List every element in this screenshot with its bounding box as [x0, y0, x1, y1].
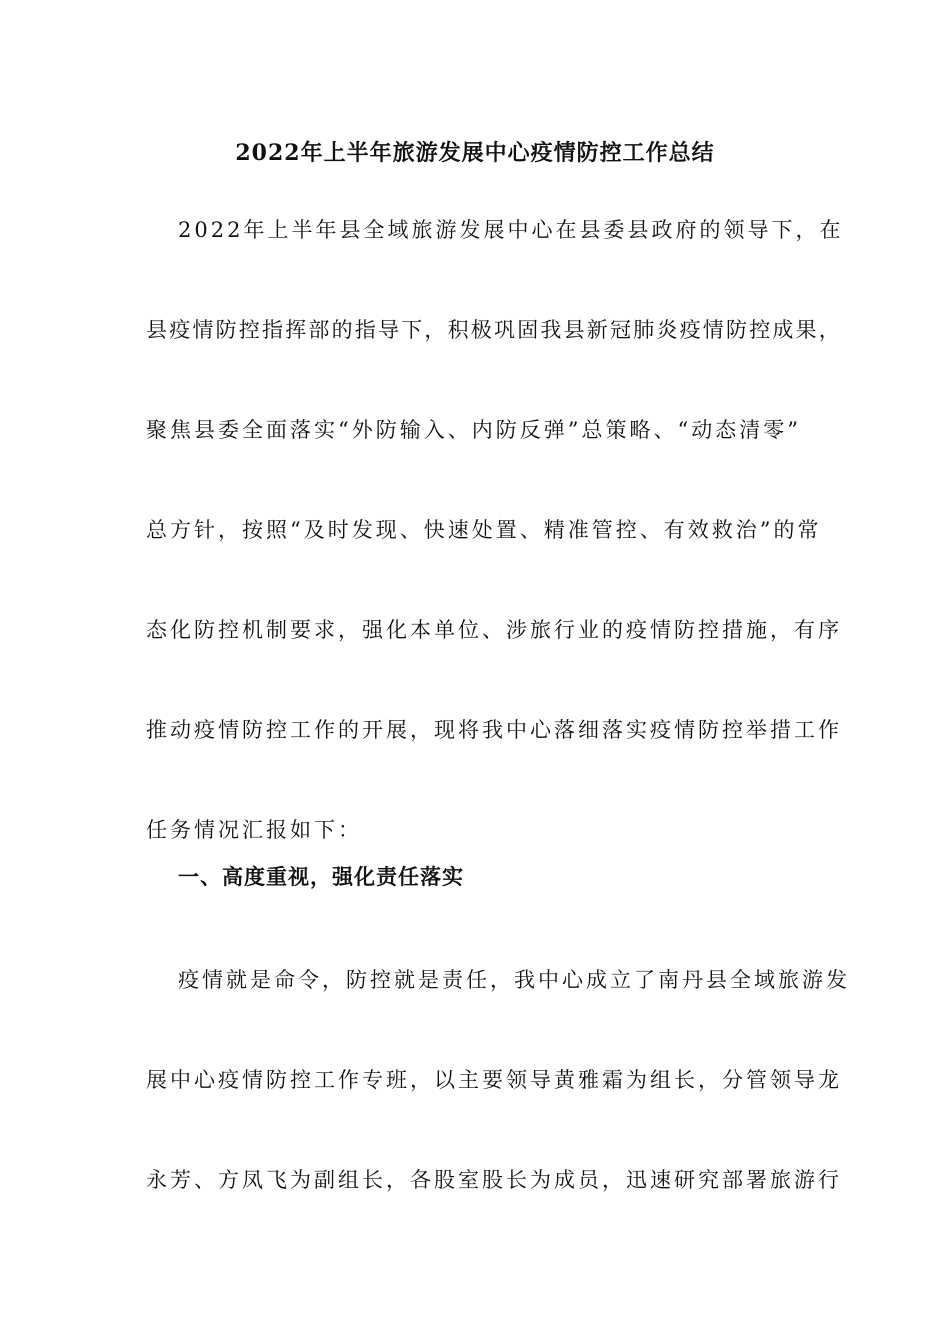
section-heading: 一、高度重视，强化责任落实: [178, 864, 464, 889]
paragraph-line: 聚焦县委全面落实“外防输入、内防反弹”总策略、“动态清零”: [146, 418, 801, 442]
paragraph-line: 总方针，按照“及时发现、快速处置、精准管控、有效救治”的常: [146, 518, 822, 542]
paragraph-line: 任务情况汇报如下：: [146, 818, 362, 842]
paragraph-line: 态化防控机制要求，强化本单位、涉旅行业的疫情防控措施，有序: [146, 618, 842, 642]
paragraph-line: 推动疫情防控工作的开展，现将我中心落细落实疫情防控举措工作: [146, 718, 842, 742]
document-title: 2022年上半年旅游发展中心疫情防控工作总结: [235, 140, 715, 166]
paragraph-line: 县疫情防控指挥部的指导下，积极巩固我县新冠肺炎疫情防控成果，: [146, 318, 842, 342]
paragraph-line: 疫情就是命令，防控就是责任，我中心成立了南丹县全域旅游发: [178, 968, 850, 992]
paragraph-line: 2022年上半年县全域旅游发展中心在县委县政府的领导下，在: [178, 218, 844, 242]
paragraph-line: 展中心疫情防控工作专班，以主要领导黄雅霜为组长，分管领导龙: [146, 1068, 842, 1092]
paragraph-line: 永芳、方凤飞为副组长，各股室股长为成员，迅速研究部署旅游行: [146, 1168, 842, 1192]
